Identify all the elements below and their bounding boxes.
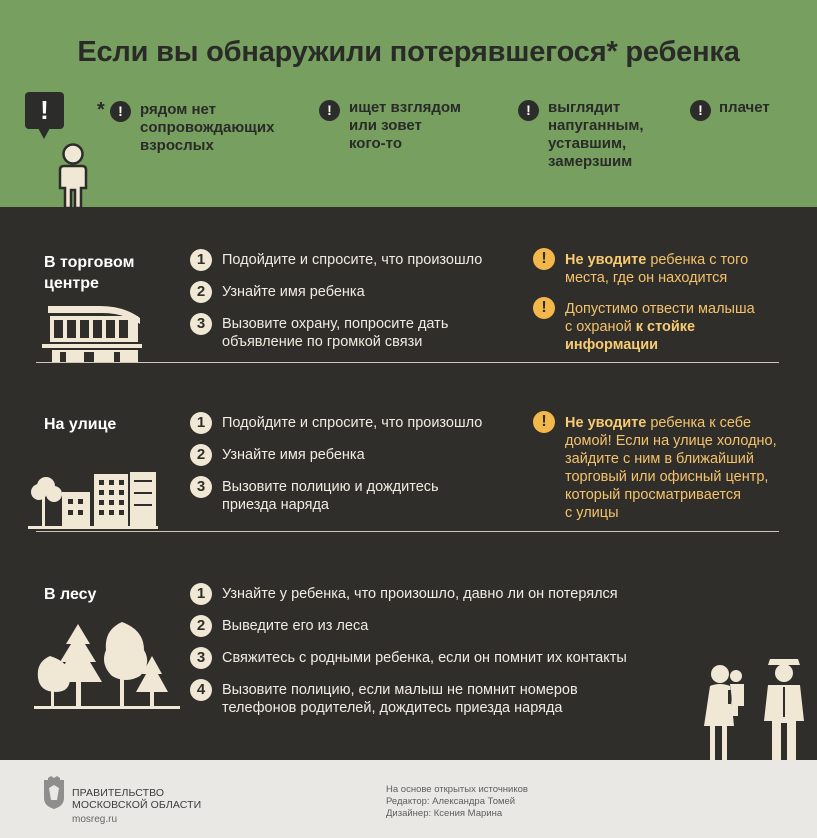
step-text: Подойдите и спросите, что произошло: [222, 415, 483, 431]
step-text: Узнайте у ребенка, что произошло, давно ли он потерялся: [222, 586, 618, 602]
step-number: 3: [190, 476, 212, 498]
section-divider: [36, 531, 779, 532]
step-text: Вызовите охрану, попросите дать объявление по громкой связи: [222, 316, 449, 350]
step-number: 4: [190, 679, 212, 701]
exclamation-icon: !: [518, 100, 539, 121]
sign-text: ищет взглядом или зовет кого-то: [349, 99, 461, 152]
step-number: 2: [190, 615, 212, 637]
section-title-forest: В лесу: [44, 586, 97, 603]
parent-with-child-icon: [700, 660, 748, 760]
speech-tail: [38, 128, 50, 139]
page-title: Если вы обнаружили потерявшегося* ребенка: [77, 36, 740, 68]
city-street-icon: [28, 466, 158, 530]
warning-icon: !: [533, 297, 555, 319]
warning-text: Не уводите ребенка к себе домой! Если на улице холодно, зайдите с ним в ближайший торговый или офисный центр, который просматривается с улицы: [565, 415, 777, 521]
step-text: Узнайте имя ребенка: [222, 447, 365, 463]
credits: На основе открытых источников Редактор: Александра Томей Дизайнер: Ксения Марина: [386, 784, 528, 819]
section-title-street: На улице: [44, 416, 117, 433]
step-text: Вызовите полицию, если малыш не помнит номеров телефонов родителей, дождитесь приезда наряда: [222, 682, 578, 716]
step-text: Вызовите полицию и дождитесь приезда наряда: [222, 479, 439, 513]
step-number: 2: [190, 444, 212, 466]
section-title-mall: В торговом центре: [44, 254, 135, 292]
section-divider: [36, 362, 779, 363]
exclamation-icon: !: [319, 100, 340, 121]
warning-text: Не уводите ребенка с того места, где он находится: [565, 252, 749, 286]
step-text: Выведите его из леса: [222, 618, 369, 634]
sign-text: рядом нет сопровождающих взрослых: [140, 101, 275, 154]
child-icon: [52, 142, 94, 208]
exclamation-icon: !: [110, 101, 131, 122]
step-number: 1: [190, 412, 212, 434]
government-name-line2: МОСКОВСКОЙ ОБЛАСТИ: [72, 799, 202, 811]
sign-text: плачет: [719, 99, 770, 116]
website-link[interactable]: mosreg.ru: [72, 814, 118, 825]
signs-panel: [0, 0, 817, 207]
step-number: 3: [190, 313, 212, 335]
forest-trees-icon: [30, 620, 180, 715]
police-officer-icon: [762, 655, 806, 760]
warning-icon: !: [533, 411, 555, 433]
step-number: 2: [190, 281, 212, 303]
sign-text: выглядит напуганным, уставшим, замерзшим: [548, 99, 644, 170]
exclamation-icon: !: [690, 100, 711, 121]
moscow-region-coat-of-arms-icon: [42, 776, 66, 810]
warning-text: Допустимо отвести малыша с охраной к стойке информации: [565, 301, 755, 353]
exclamation-speech-bubble-icon: !: [25, 92, 64, 129]
mall-building-icon: [40, 300, 144, 362]
step-text: Подойдите и спросите, что произошло: [222, 252, 483, 268]
step-number: 1: [190, 249, 212, 271]
government-name-line1: ПРАВИТЕЛЬСТВО: [72, 787, 165, 799]
asterisk-mark: *: [97, 99, 105, 121]
warning-icon: !: [533, 248, 555, 270]
step-text: Свяжитесь с родными ребенка, если он помнит их контакты: [222, 650, 627, 666]
step-number: 1: [190, 583, 212, 605]
step-text: Узнайте имя ребенка: [222, 284, 365, 300]
step-number: 3: [190, 647, 212, 669]
